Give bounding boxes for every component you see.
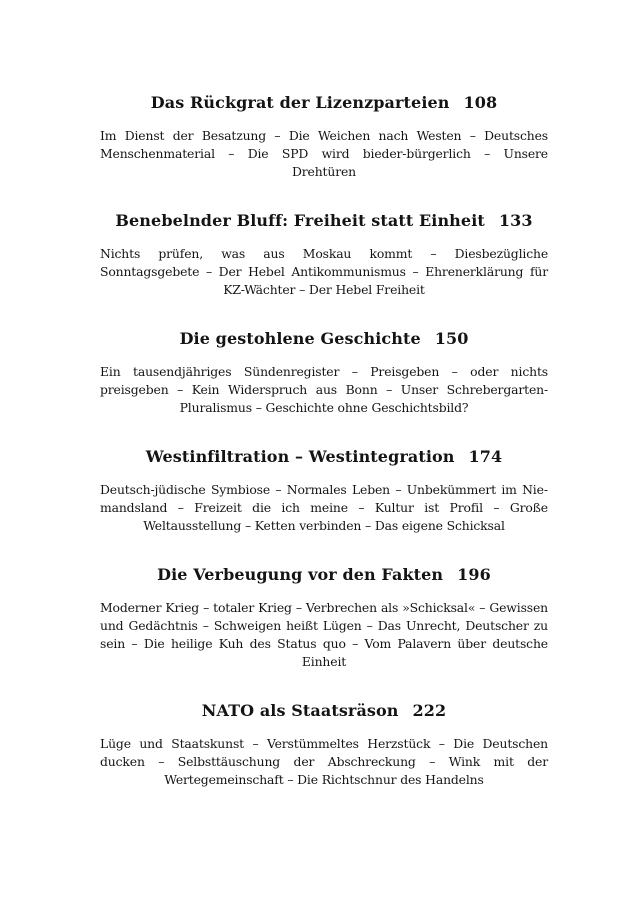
chapter-heading (100, 328, 548, 350)
chapter-heading (100, 564, 548, 586)
chapter-title: Benebelnder Bluff: Freiheit statt Einheit (115, 211, 485, 230)
chapter-entry (100, 700, 548, 789)
table-of-contents (100, 92, 548, 818)
chapter-summary: Lüge und Staatskunst – Verstümmeltes Herzstück – Die Deutschen ducken – Selbsttäuschung der Abschreckung – Wink mit der Wertegemeinschaft – Die Richtschnur des Handelns (100, 736, 548, 787)
chapter-title: Das Rückgrat der Lizenzparteien (150, 93, 450, 112)
chapter-heading (100, 446, 548, 468)
chapter-page-number: 108 (463, 93, 498, 112)
chapter-title: Westinfiltration – Westintegration (145, 447, 455, 466)
chapter-title: Die gestohlene Geschichte (179, 329, 421, 348)
chapter-page-number: 196 (457, 565, 491, 584)
chapter-page-number: 150 (434, 329, 469, 348)
chapter-entry (100, 564, 548, 671)
chapter-summary: Deutsch-jüdische Symbiose – Normales Leben – Unbekümmert im Niemandsland – Freizeit die ich meine – Kultur ist Profil – Große Weltausstellung – Ketten verbinden – Das eigene Schicksal (100, 482, 548, 533)
chapter-heading (100, 700, 548, 722)
chapter-summary: Im Dienst der Besatzung – Die Weichen nach Westen – Deutsches Menschenmaterial – Die SPD wird bieder-bürgerlich – Unsere Drehtüren (100, 128, 548, 179)
chapter-page-number: 174 (468, 447, 503, 466)
chapter-summary: Ein tausendjähriges Sündenregister – Preisgeben – oder nichts preisgeben – Kein Widerspruch aus Bonn – Unser Schrebergarten-Pluralismus – Geschichte ohne Geschichtsbild? (100, 364, 548, 415)
chapter-title: Die Verbeugung vor den Fakten (157, 565, 444, 584)
chapter-title: NATO als Staatsräson (201, 701, 399, 720)
chapter-summary: Moderner Krieg – totaler Krieg – Verbrechen als »Schicksal« – Gewissen und Gedächtnis – Schweigen heißt Lügen – Das Unrecht, Deutscher zu sein – Die heilige Kuh des Status quo – Vom Palavern über deutsche Einheit (100, 600, 548, 669)
chapter-page-number: 133 (498, 211, 533, 230)
chapter-summary: Nichts prüfen, was aus Moskau kommt – Diesbezügliche Sonntagsgebete – Der Hebel Antikommunismus – Ehrenerklärung für KZ-Wächter – Der Hebel Freiheit (100, 246, 548, 297)
chapter-heading (100, 210, 548, 232)
chapter-entry (100, 446, 548, 535)
chapter-page-number: 222 (412, 701, 447, 720)
chapter-entry (100, 210, 548, 299)
chapter-heading (100, 92, 548, 114)
chapter-entry (100, 92, 548, 181)
chapter-entry (100, 328, 548, 417)
